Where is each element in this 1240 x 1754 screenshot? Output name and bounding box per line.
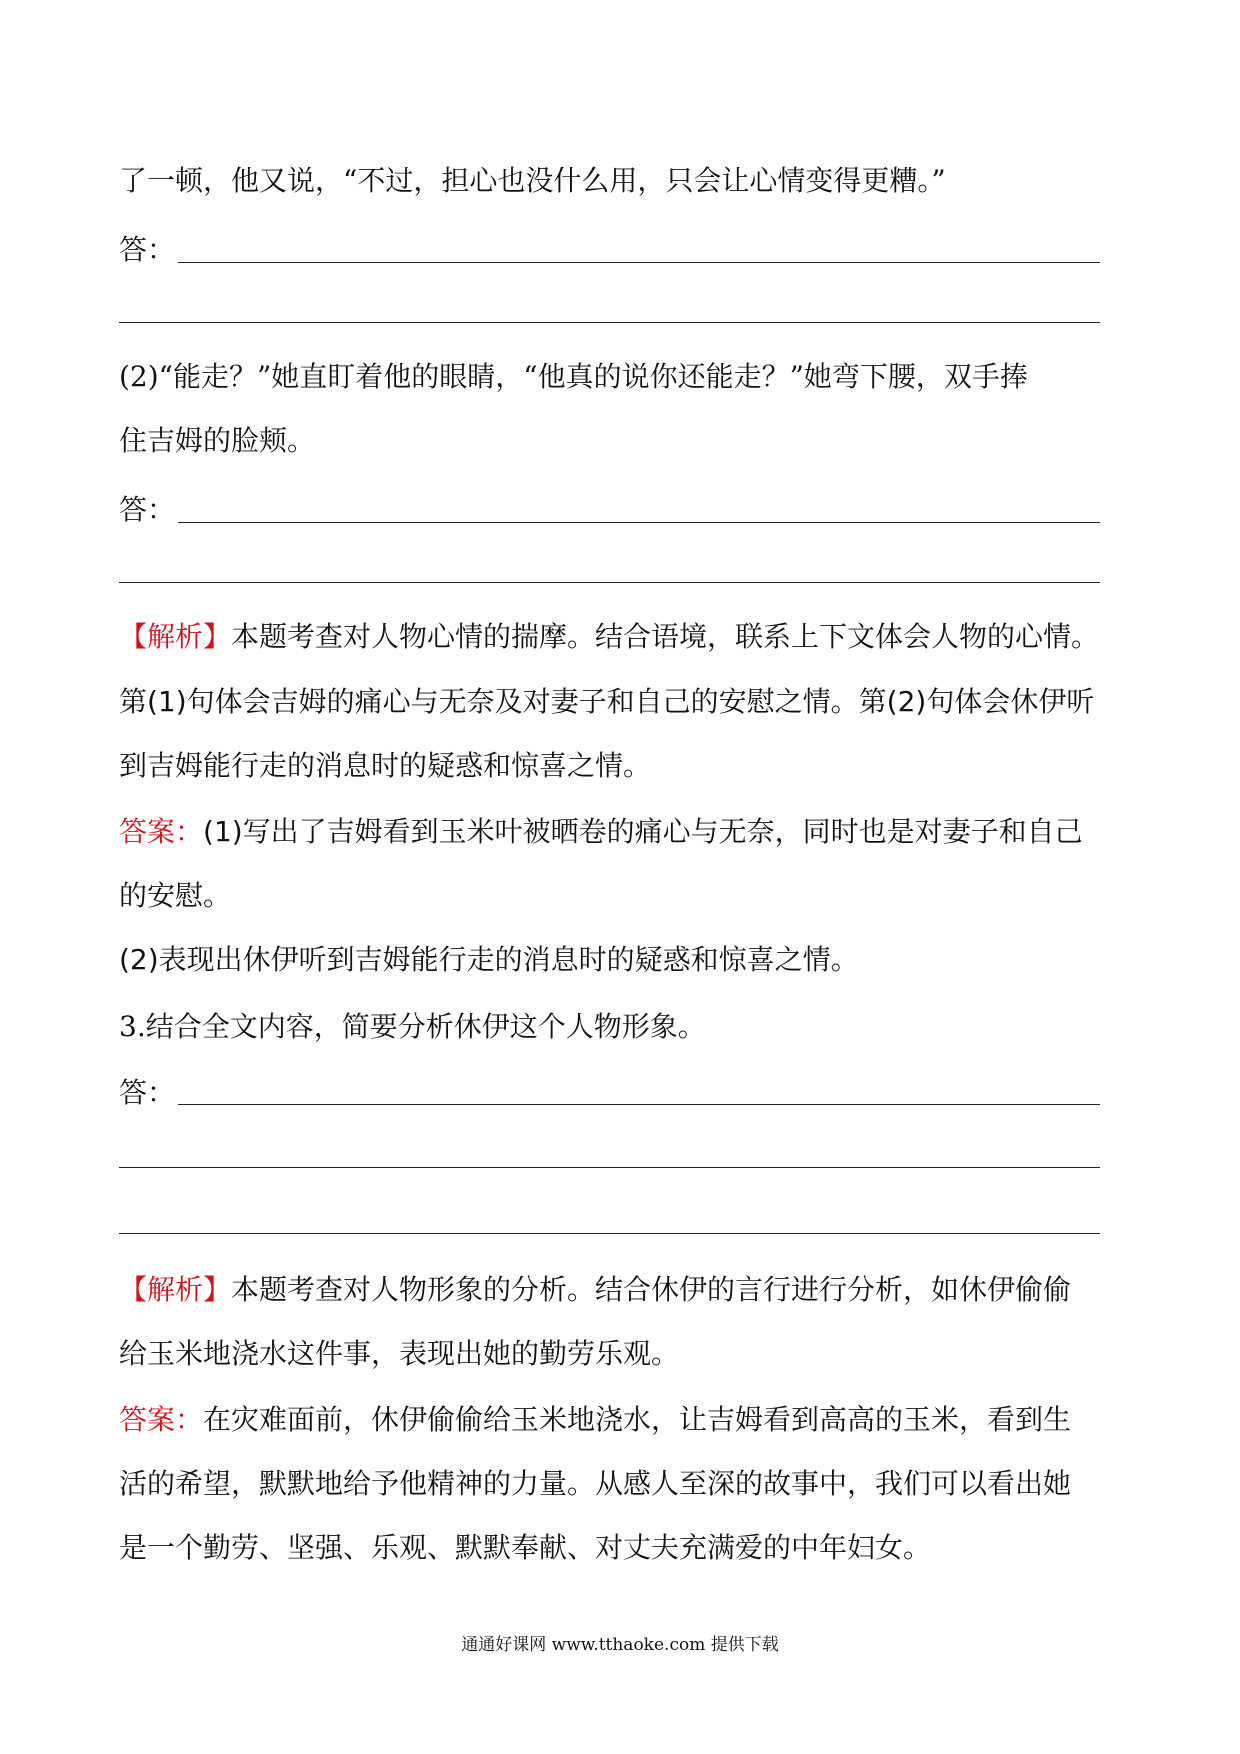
answer-blank-line[interactable] bbox=[178, 1104, 1100, 1105]
answer-tag: 答案： bbox=[119, 1403, 204, 1436]
answer-text: (1)写出了吉姆看到玉米叶被晒卷的痛心与无奈，同时也是对妻子和自己 bbox=[203, 815, 1083, 848]
analysis-tag: 【解析】 bbox=[119, 620, 232, 653]
page-footer: 通通好课网 www.tthaoke.com 提供下载 bbox=[461, 1635, 779, 1655]
answer-blank-line[interactable] bbox=[178, 522, 1100, 523]
answer-text-line: 的安慰。 bbox=[119, 879, 232, 912]
answer-blank-line[interactable] bbox=[119, 1167, 1100, 1168]
answer-text-line: 活的希望，默默地给予他精神的力量。从感人至深的故事中，我们可以看出她 bbox=[119, 1467, 1072, 1500]
analysis-tag: 【解析】 bbox=[119, 1273, 232, 1306]
answer-label: 答： bbox=[119, 1076, 176, 1109]
question-text-line: 了一顿，他又说，“不过，担心也没什么用，只会让心情变得更糟。” bbox=[119, 164, 946, 197]
answer-text: 在灾难面前，休伊偷偷给玉米地浇水，让吉姆看到高高的玉米，看到生 bbox=[203, 1403, 1072, 1436]
analysis-text-line: 第(1)句体会吉姆的痛心与无奈及对妻子和自己的安慰之情。第(2)句体会休伊听 bbox=[119, 685, 1095, 718]
question-text-line: 住吉姆的脸颊。 bbox=[119, 424, 316, 457]
answer-text-line: 是一个勤劳、坚强、乐观、默默奉献、对丈夫充满爱的中年妇女。 bbox=[119, 1531, 932, 1564]
analysis-text: 本题考查对人物心情的揣摩。结合语境，联系上下文体会人物的心情。 bbox=[231, 620, 1100, 653]
question-3-text: 3.结合全文内容，简要分析休伊这个人物形象。 bbox=[119, 1010, 706, 1043]
analysis-paragraph bbox=[119, 617, 1129, 657]
answer-label: 答： bbox=[119, 493, 176, 526]
answer-label: 答： bbox=[119, 233, 176, 266]
analysis-text-line: 给玉米地浇水这件事，表现出她的勤劳乐观。 bbox=[119, 1337, 680, 1370]
answer-tag: 答案： bbox=[119, 815, 204, 848]
answer-paragraph bbox=[119, 812, 1129, 852]
answer-blank-line[interactable] bbox=[119, 582, 1100, 583]
answer-paragraph bbox=[119, 1400, 1129, 1440]
answer-text-line: (2)表现出休伊听到吉姆能行走的消息时的疑惑和惊喜之情。 bbox=[119, 943, 859, 976]
answer-blank-line[interactable] bbox=[119, 322, 1100, 323]
analysis-text-line: 到吉姆能行走的消息时的疑惑和惊喜之情。 bbox=[119, 749, 652, 782]
analysis-paragraph bbox=[119, 1270, 1129, 1310]
question-text-line: (2)“能走？”她直盯着他的眼睛，“他真的说你还能走？”她弯下腰，双手捧 bbox=[119, 360, 1028, 393]
analysis-text: 本题考查对人物形象的分析。结合休伊的言行进行分析，如休伊偷偷 bbox=[231, 1273, 1072, 1306]
answer-blank-line[interactable] bbox=[119, 1233, 1100, 1234]
answer-blank-line[interactable] bbox=[178, 262, 1100, 263]
